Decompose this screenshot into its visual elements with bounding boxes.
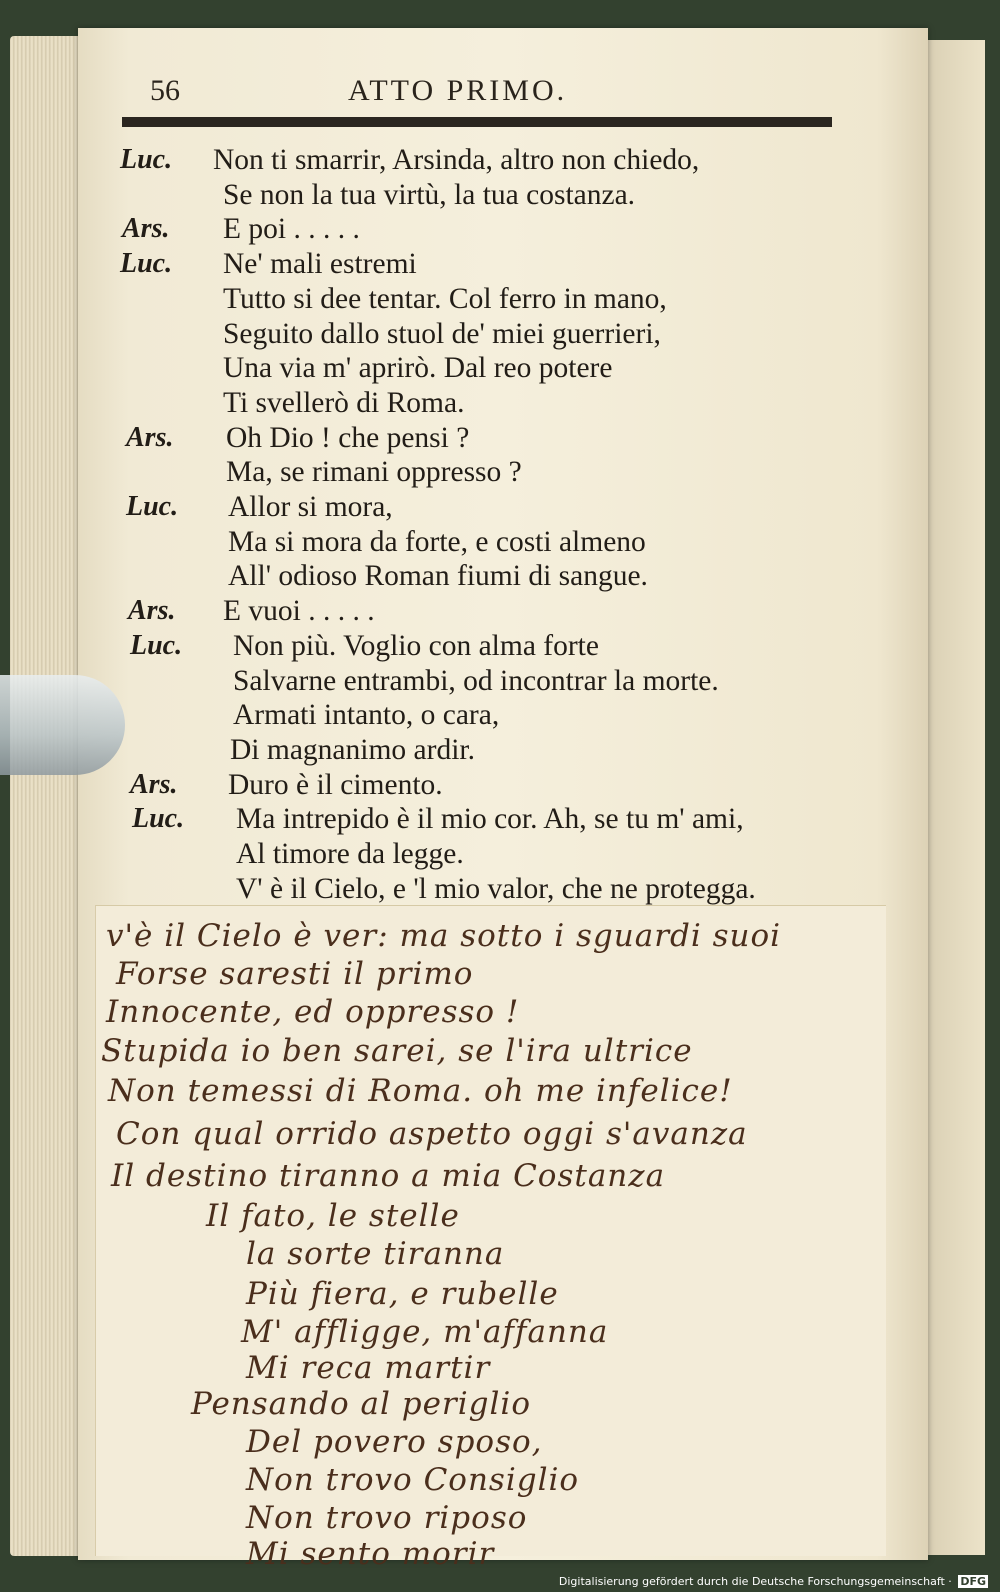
handwritten-line: Non temessi di Roma. oh me infelice! (108, 1073, 733, 1109)
dialogue-line (118, 352, 858, 386)
bookmark-tab (0, 675, 125, 775)
dialogue-line (118, 248, 858, 282)
header-title: ATTO PRIMO. (348, 74, 568, 107)
header-rule (122, 117, 832, 127)
handwritten-line: Non trovo riposo (246, 1500, 528, 1536)
credit-text: Digitalisierung gefördert durch die Deutsche Forschungsgemeinschaft · (558, 1575, 952, 1588)
verse-text: Ma, se rimani oppresso ? (226, 456, 522, 489)
handwritten-line: Mi sento morir (246, 1536, 495, 1572)
speaker-label: Luc. (120, 248, 173, 280)
handwritten-line: Stupida io ben sarei, se l'ira ultrice (101, 1033, 693, 1069)
verse-text: Tutto si dee tentar. Col ferro in mano, (223, 282, 667, 315)
handwritten-line: la sorte tiranna (246, 1236, 505, 1272)
handwritten-line: Con qual orrido aspetto oggi s'avanza (116, 1116, 748, 1152)
speaker-label: Luc. (126, 491, 179, 522)
dfg-logo: DFG (960, 1575, 986, 1588)
dialogue-line (118, 699, 858, 733)
handwritten-line: Non trovo Consiglio (246, 1462, 580, 1498)
verse-text: Di magnanimo ardir. (230, 733, 475, 766)
verse-text: Allor si mora, (228, 491, 393, 523)
dialogue-line (118, 595, 858, 629)
verse-text: Seguito dallo stuol de' miei guerrieri, (223, 317, 661, 350)
speaker-label: Luc. (130, 629, 183, 661)
speaker-label: Ars. (126, 421, 174, 453)
dialogue-line (118, 873, 858, 907)
verse-text: Al timore da legge. (236, 838, 464, 870)
dialogue-line (118, 734, 858, 768)
dialogue-line (118, 144, 858, 178)
handwritten-line: v'è il Cielo è ver: ma sotto i sguardi suoi (106, 918, 782, 954)
dialogue-line (118, 387, 858, 421)
dialogue-line (118, 769, 858, 803)
verse-text: Salvarne entrambi, od incontrar la morte. (233, 664, 719, 697)
handwritten-line: Mi reca martir (246, 1350, 491, 1386)
verse-text: Ti svellerò di Roma. (223, 386, 465, 419)
dialogue-line (118, 665, 858, 699)
verse-text: Una via m' aprirò. Dal reo potere (223, 352, 613, 385)
handwritten-line: Il destino tiranno a mia Costanza (111, 1158, 666, 1194)
verse-text: Duro è il cimento. (228, 768, 443, 801)
verse-text: E vuoi . . . . . (223, 595, 375, 628)
dialogue-line (118, 422, 858, 456)
dialogue-line (118, 283, 858, 317)
handwritten-line: Più fiera, e rubelle (246, 1276, 559, 1312)
handwritten-line: Pensando al periglio (191, 1386, 532, 1422)
dialogue-line (118, 179, 858, 213)
handwritten-line: Il fato, le stelle (206, 1198, 460, 1234)
digitization-credit (559, 1575, 988, 1588)
dialogue-line (118, 318, 858, 352)
dialogue-line (118, 526, 858, 560)
page-number: 56 (150, 74, 180, 107)
handwritten-line: Del povero sposo, (246, 1424, 543, 1460)
dialogue-line (118, 803, 858, 837)
dialogue-line (118, 456, 858, 490)
dialogue-line (118, 560, 858, 594)
verse-text: Armati intanto, o cara, (233, 699, 500, 732)
verse-text: E poi . . . . . (223, 213, 360, 246)
verse-text: Non più. Voglio con alma forte (233, 629, 599, 662)
verse-text: Se non la tua virtù, la tua costanza. (223, 178, 636, 211)
verse-text: V' è il Cielo, e 'l mio valor, che ne protegga. (236, 872, 756, 905)
dialogue-line (118, 491, 858, 525)
speaker-label: Luc. (120, 144, 173, 175)
handwritten-line: Innocente, ed oppresso ! (106, 994, 520, 1030)
dialogue-line (118, 630, 858, 664)
speaker-label: Ars. (128, 595, 176, 627)
verse-text: Ma si mora da forte, e costi almeno (228, 525, 646, 558)
verse-text: Non ti smarrir, Arsinda, altro non chiedo, (213, 144, 700, 176)
dialogue-line (118, 838, 858, 872)
running-head (120, 70, 835, 110)
speaker-label: Ars. (122, 213, 170, 245)
handwritten-insert (95, 905, 886, 1572)
verse-text: Ne' mali estremi (223, 248, 417, 281)
verse-text: All' odioso Roman fiumi di sangue. (228, 560, 648, 593)
handwritten-line: Forse saresti il primo (116, 956, 474, 992)
dialogue-line (118, 213, 858, 247)
speaker-label: Luc. (132, 803, 185, 835)
handwritten-line: M' affligge, m'affanna (241, 1314, 609, 1350)
verse-text: Oh Dio ! che pensi ? (226, 421, 470, 454)
speaker-label: Ars. (130, 768, 178, 800)
verse-text: Ma intrepido è il mio cor. Ah, se tu m' ami, (236, 803, 744, 836)
